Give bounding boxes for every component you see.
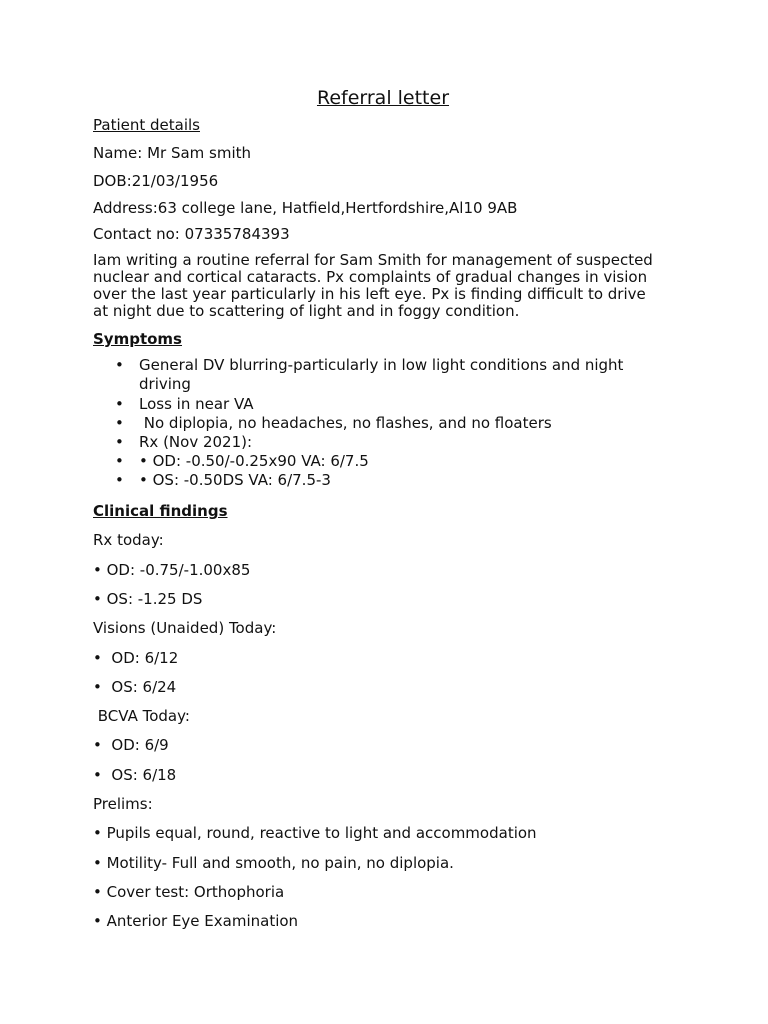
page-title: Referral letter (316, 87, 450, 109)
list-item-text: Loss in near VA (139, 395, 254, 413)
bullet-icon: • (115, 471, 124, 489)
clinical-line: BCVA Today: (93, 707, 190, 725)
clinical-line: Rx today: (93, 531, 164, 549)
list-item-text: driving (139, 375, 191, 393)
list-item (93, 433, 693, 452)
bullet-icon: • (115, 414, 124, 432)
intro-line: nuclear and cortical cataracts. Px complaints of gradual changes in vision (93, 268, 648, 286)
bullet-icon: • (115, 356, 124, 374)
letter-page (93, 86, 683, 930)
list-item (93, 452, 693, 471)
clinical-line: • Anterior Eye Examination (93, 912, 299, 930)
list-item-text: General DV blurring-particularly in low light conditions and night (139, 356, 624, 374)
patient-dob: DOB:21/03/1956 (93, 172, 219, 190)
bullet-icon: • (115, 452, 124, 470)
symptoms-heading: Symptoms (93, 330, 182, 348)
patient-name: Name: Mr Sam smith (93, 144, 252, 162)
list-item-text: • OD: -0.50/-0.25x90 VA: 6/7.5 (139, 452, 369, 470)
clinical-findings-heading: Clinical findings (93, 502, 228, 520)
list-item-text: No diplopia, no headaches, no flashes, and no floaters (139, 414, 552, 432)
intro-line: Iam writing a routine referral for Sam Smith for management of suspected (93, 251, 653, 269)
title-wrap (93, 86, 673, 110)
clinical-line: • OD: 6/12 (93, 649, 179, 667)
clinical-line: • Pupils equal, round, reactive to light and accommodation (93, 824, 537, 842)
clinical-line: • Motility- Full and smooth, no pain, no diplopia. (93, 854, 454, 872)
patient-contact: Contact no: 07335784393 (93, 225, 290, 243)
symptoms-list (93, 356, 693, 490)
clinical-line: • OS: -1.25 DS (93, 590, 203, 608)
intro-line: at night due to scattering of light and in foggy condition. (93, 302, 520, 320)
clinical-line: • OD: 6/9 (93, 736, 169, 754)
clinical-line: • OD: -0.75/-1.00x85 (93, 561, 251, 579)
bullet-icon: • (115, 433, 124, 451)
clinical-line: Prelims: (93, 795, 153, 813)
list-item (93, 375, 693, 394)
intro-paragraph (93, 252, 693, 320)
bullet-icon: • (115, 395, 124, 413)
patient-details-heading: Patient details (93, 116, 200, 134)
clinical-line: • OS: 6/18 (93, 766, 177, 784)
list-item-text: Rx (Nov 2021): (139, 433, 253, 451)
list-item (93, 395, 693, 414)
list-item (93, 414, 693, 433)
clinical-line: • Cover test: Orthophoria (93, 883, 285, 901)
patient-address: Address:63 college lane, Hatfield,Hertfordshire,Al10 9AB (93, 199, 518, 217)
list-item (93, 471, 693, 490)
list-item (93, 356, 693, 375)
list-item-text: • OS: -0.50DS VA: 6/7.5-3 (139, 471, 331, 489)
clinical-line: Visions (Unaided) Today: (93, 619, 277, 637)
intro-line: over the last year particularly in his left eye. Px is finding difficult to drive (93, 285, 646, 303)
clinical-line: • OS: 6/24 (93, 678, 177, 696)
